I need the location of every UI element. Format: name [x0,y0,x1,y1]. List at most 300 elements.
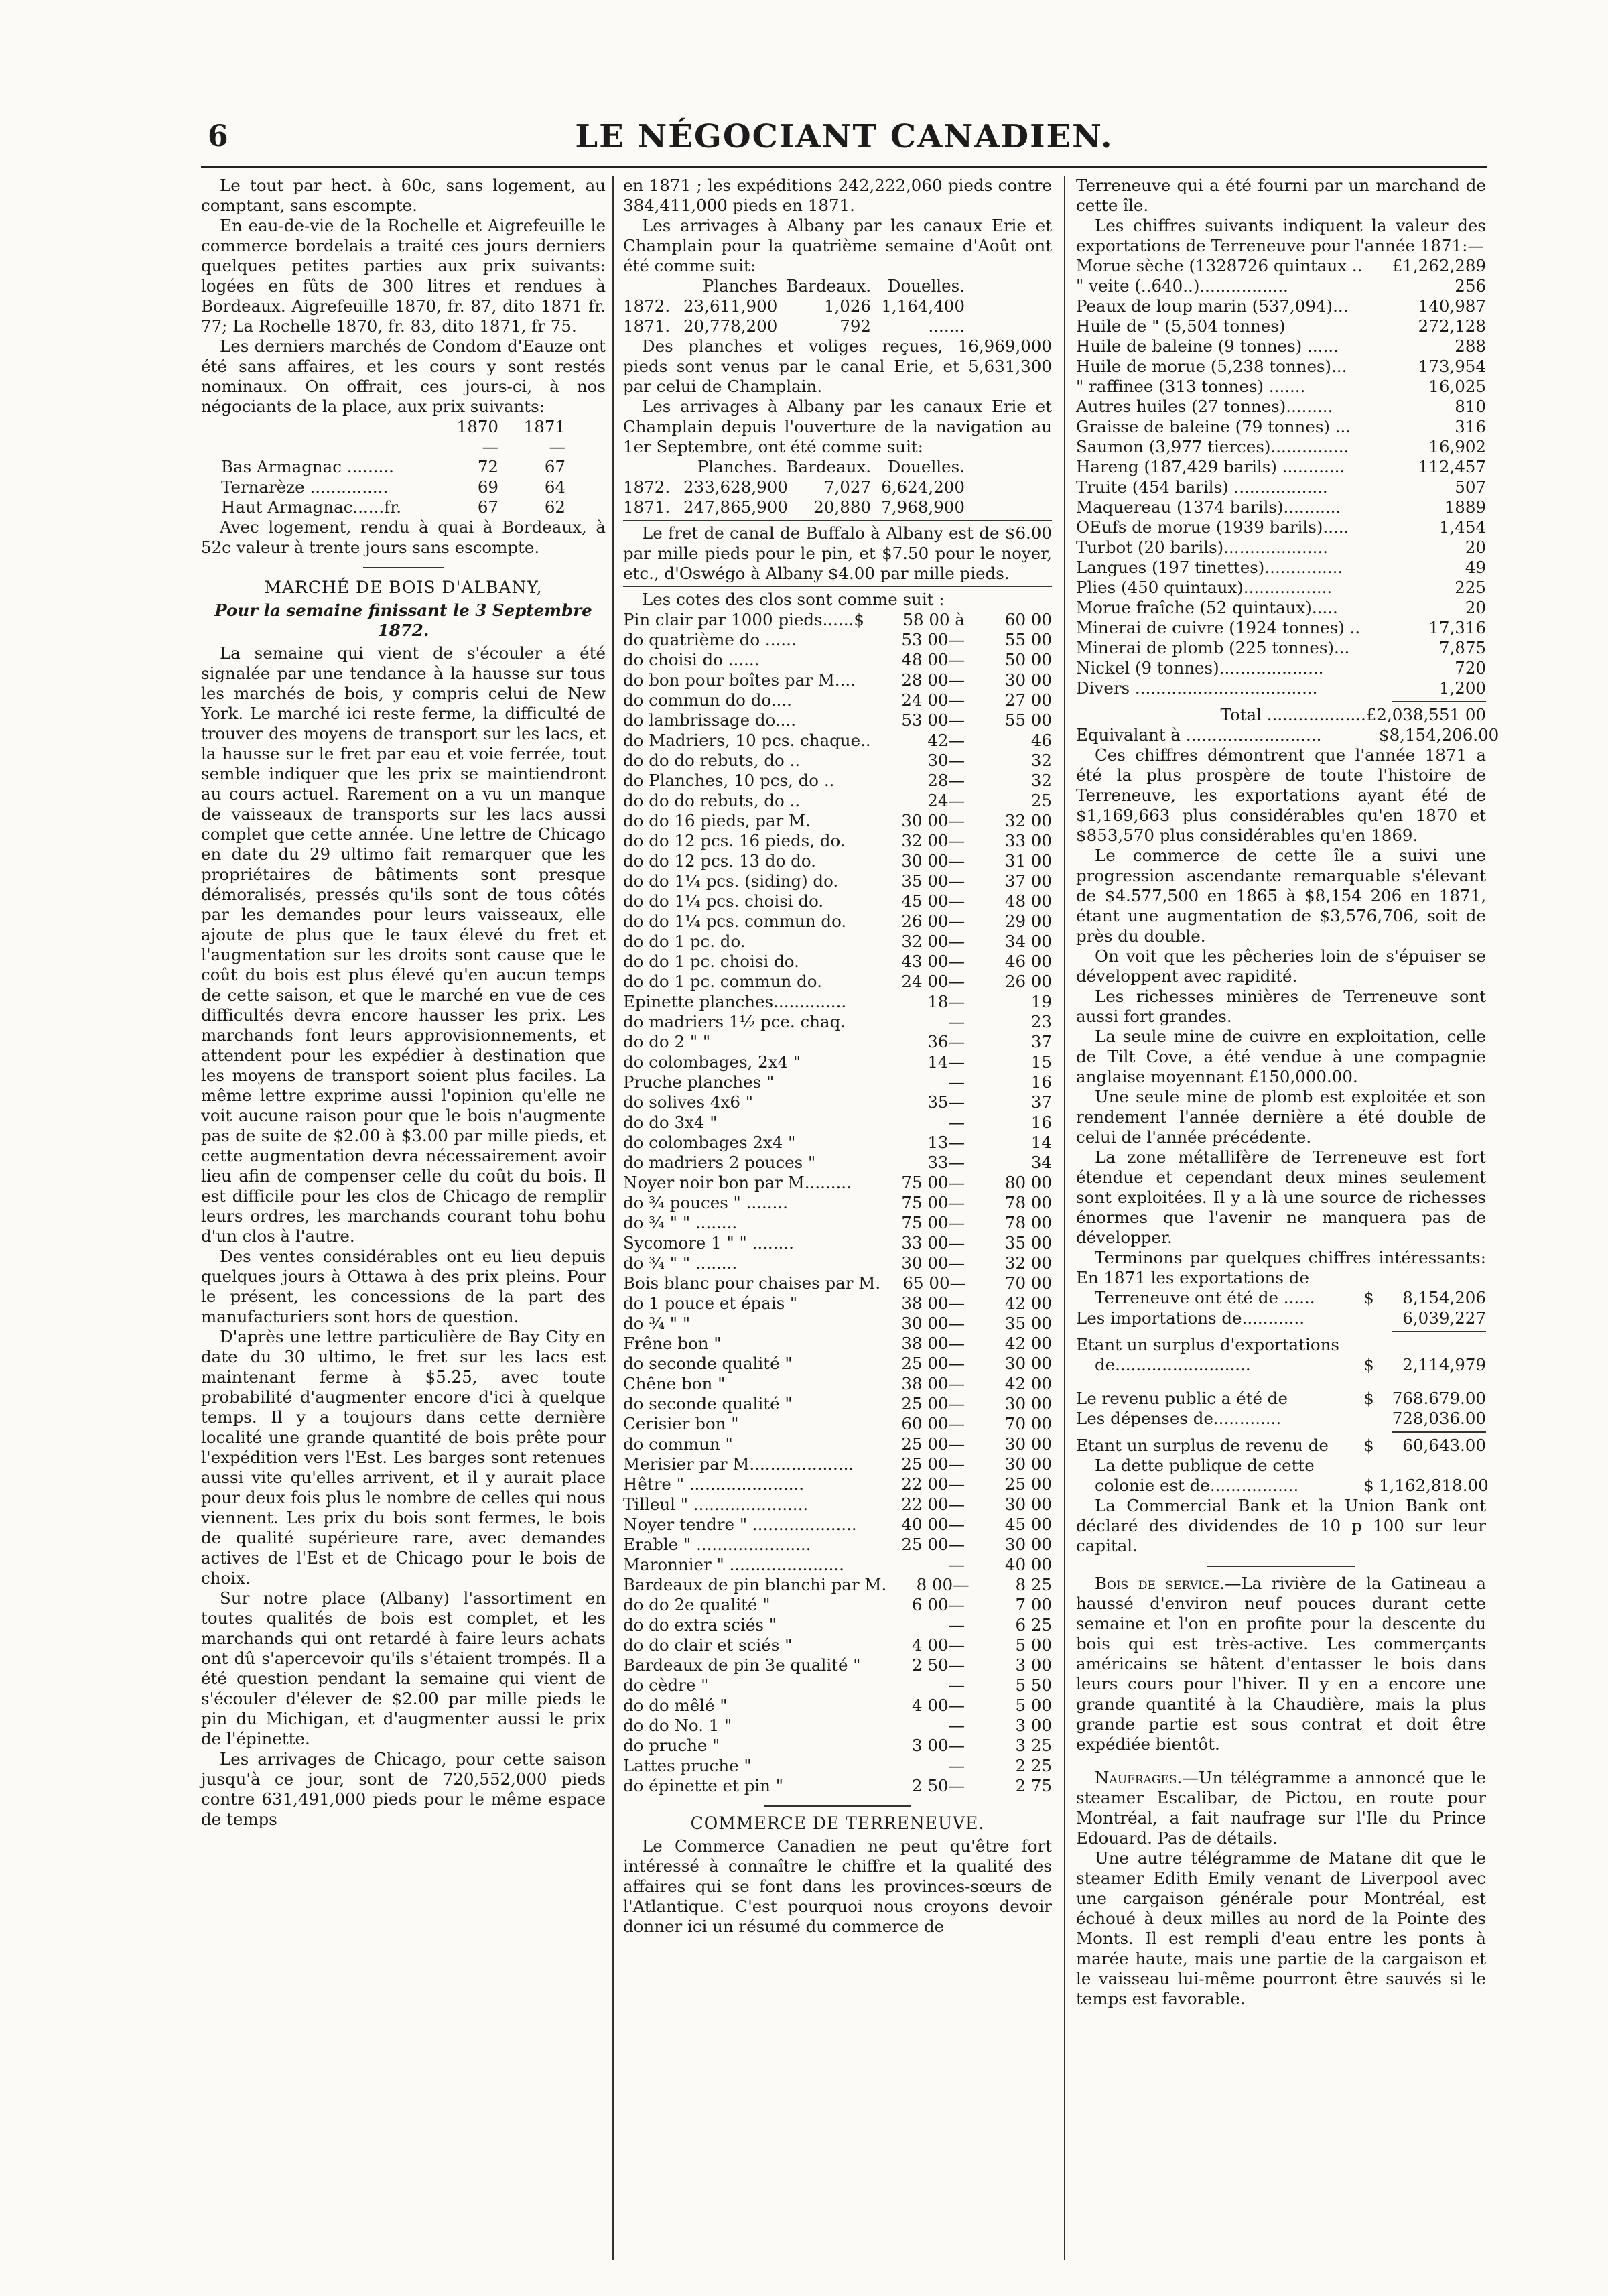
price-high: 35 00 [1004,1233,1052,1253]
price-low: 3 00— [911,1736,965,1755]
price-label: Maronnier " ...................... [623,1555,844,1574]
price-label: Noyer tendre " .................... [623,1515,857,1534]
price-high: 16 [1030,1072,1052,1092]
export-row [1076,618,1486,638]
price-row [623,1112,1052,1133]
price-label: Sycomore 1 " " ........ [623,1233,794,1253]
export-row [1076,537,1486,558]
price-label: do do clair et sciés " [623,1635,793,1655]
price-low: — [948,1012,965,1031]
price-row [623,1635,1052,1655]
price-label: Cerisier bon " [623,1414,739,1433]
price-low: 8 00— [916,1575,969,1594]
price-low: 22 00— [901,1494,965,1514]
price-low: 35 00— [901,871,965,891]
export-value: 7,875 [1438,638,1486,657]
paragraph: Bois de service.—La rivière de la Gatineau a haussé d'environ neuf pouces durant cette semaine et l'on en profite pour la descente du bois qui est très-active. Les commerçants américains se hâtent d'entasser le bois dans leurs cours pour l'hiver. Il y en a encore une grande quantité à la Chaudière, mais la plus grande partie est sous contrat et doit être expédiée bientôt. [1076,1574,1486,1754]
price-high: 46 00 [1004,952,1052,971]
price-row [623,1253,1052,1273]
price-row [623,1012,1052,1032]
export-row [1076,558,1486,578]
price-high: 37 00 [1004,871,1052,891]
price-label: do colombages 2x4 " [623,1133,796,1152]
price-row [623,972,1052,992]
price-label: do do 3x4 " [623,1112,718,1132]
price-high: 48 00 [1004,891,1052,911]
price-label: do épinette et pin " [623,1776,783,1795]
price-high: 40 00 [1004,1555,1052,1574]
price-low: — [948,1756,965,1775]
export-value: 507 [1455,477,1486,497]
export-label: Saumon (3,977 tierces)............... [1076,437,1349,456]
price-high: 26 00 [1004,972,1052,991]
exports-table [1076,256,1486,698]
price-row [623,690,1052,710]
price-low: 4 00— [911,1635,965,1655]
export-value: 1,454 [1438,517,1486,537]
figure-row: colonie est de................. $ 1,162,818.00 [1095,1476,1489,1495]
price-high: 32 00 [1004,1253,1052,1273]
paragraph: Des ventes considérables ont eu lieu depuis quelques jours à Ottawa à des prix pleins. Pour le présent, les concessions de la part des manufacturiers sont hors de question. [201,1247,606,1326]
price-label: Noyer noir bon par M......... [623,1173,852,1192]
price-high: 2 75 [1015,1776,1052,1795]
price-high: 30 00 [1004,1394,1052,1413]
paragraph: Ces chiffres démontrent que l'année 1871 a été la plus prospère de toute l'histoire de Terreneuve, les exportations ayant été de $1,169,663 plus considérables qu'en 1870 et $853,570 plus considérables qu'en 1869. [1076,745,1486,845]
price-label: do do extra sciés " [623,1615,777,1635]
price-label: do colombages, 2x4 " [623,1052,801,1072]
export-label: Maquereau (1374 barils)........... [1076,497,1341,517]
paragraph: Terminons par quelques chiffres intéressants: En 1871 les exportations de [1076,1248,1486,1287]
price-high: 78 00 [1004,1213,1052,1232]
price-high: 6 25 [1015,1615,1052,1635]
price-low: 75 00— [901,1173,965,1192]
paragraph: D'après une lettre particulière de Bay City en date du 30 ultimo, le fret sur les lacs est maintenant ferme à $5.25, avec toute probabilité d'augmenter encore d'ici à quelque temps. Il y a toujours dans cette dernière localité une grande quantité de bois prête pour l'expédition vers l'Est. Les barges sont retenues aussi vite qu'elles arrivent, et il y aurait place pour deux fois plus le nombre de celles qui nous viennent. Les prix du bois sont fermes, le bois de qualité supérieure rare, avec demandes actives de l'Est et de Chicago pour le bois de choix. [201,1327,606,1588]
price-label: do ¾ " " ........ [623,1253,738,1273]
figure-row: Le revenu public a été de $ 768.679.00 [1076,1389,1486,1408]
price-row [623,1515,1052,1535]
price-row [623,1716,1052,1736]
price-row [623,1394,1052,1414]
table-header: 1870 1871 [456,417,565,436]
price-high: 16 [1030,1112,1052,1132]
exports-total: Total ...................£2,038,551 00 [1220,705,1486,724]
price-label: do do 12 pcs. 13 do do. [623,851,816,871]
price-row [623,1334,1052,1354]
export-label: OEufs de morue (1939 barils)..... [1076,517,1349,537]
price-label: do do 2e qualité " [623,1595,770,1614]
lumber-price-list [623,610,1052,1796]
paragraph: En eau-de-vie de la Rochelle et Aigrefeuille le commerce bordelais a traité ces jours derniers quelques petites parties aux prix suivants: logées en fûts de 300 litres et rendues à Bordeaux. Aigrefeuille 1870, fr. 87, dito 1871 fr. 77; La Rochelle 1870, fr. 83, dito 1871, fr 75. [201,216,606,336]
price-low: 24 00— [901,690,965,710]
price-low: 24— [927,791,965,810]
price-row [623,1575,1052,1595]
table-row: Ternarèze ............... 69 64 [221,477,565,497]
price-row [623,1414,1052,1434]
price-label: do do 1 pc. do. [623,932,746,951]
export-row [1076,578,1486,598]
paragraph: Les cotes des clos sont comme suit : [642,590,945,609]
price-high: 29 00 [1004,911,1052,931]
price-label: do do 1¼ pcs. choisi do. [623,891,824,911]
table-row: 1871. 247,865,900 20,880 7,968,900 [623,497,965,517]
price-high: 8 25 [1015,1575,1052,1594]
price-high: 50 00 [1004,650,1052,669]
paragraph: Des planches et voliges reçues, 16,969,000 pieds sont venus par le canal Erie, et 5,631,300 par celui de Champlain. [623,336,1052,396]
column-divider [1064,176,1065,2260]
export-label: Huile de morue (5,238 tonnes)... [1076,357,1347,376]
running-head: LE NÉGOCIANT CANADIEN. [575,118,1114,155]
price-label: Tilleul " ...................... [623,1494,809,1514]
price-low: 75 00— [901,1193,965,1212]
price-low: 65 00— [902,1273,967,1293]
price-high: 42 00 [1004,1293,1052,1313]
price-row [623,1595,1052,1615]
figure-row: Les dépenses de............. 728,036.00 [1076,1409,1486,1428]
price-low: 25 00— [901,1394,965,1413]
paragraph: La seule mine de cuivre en exploitation, celle de Tilt Cove, a été vendue à une compagnie anglaise moyennant £150,000.00. [1076,1027,1486,1086]
price-high: 55 00 [1004,630,1052,649]
price-row [623,1776,1052,1796]
export-row [1076,638,1486,658]
price-row [623,932,1052,952]
figure-row: Etant un surplus de revenu de $ 60,643.00 [1076,1436,1486,1455]
price-row [623,751,1052,771]
price-label: do do 1¼ pcs. (siding) do. [623,871,839,891]
price-high: 70 00 [1004,1414,1052,1433]
price-row [623,1092,1052,1112]
export-label: Langues (197 tinettes)............... [1076,558,1343,577]
price-high: 33 00 [1004,831,1052,850]
price-label: do ¾ pouces " ........ [623,1193,788,1212]
price-low: 18— [927,992,965,1011]
export-value: 810 [1455,397,1486,416]
price-high: 78 00 [1004,1193,1052,1212]
export-value: 49 [1465,558,1486,577]
price-label: do lambrissage do.... [623,710,797,730]
price-high: 80 00 [1004,1173,1052,1192]
price-low: 53 00— [901,630,965,649]
total-rule [1392,701,1486,702]
price-row [623,1655,1052,1675]
price-low: 45 00— [901,891,965,911]
export-row [1076,377,1486,397]
price-row [623,992,1052,1012]
paragraph: La zone métallifère de Terreneuve est fort étendue et cependant deux mines seulement sont exploitées. Il y a là une source de richesses énormes que l'avenir ne manquera pas de développer. [1076,1147,1486,1247]
price-label: Pruche planches " [623,1072,775,1092]
price-low: 38 00— [901,1374,965,1393]
price-row [623,1756,1052,1776]
paragraph: Le fret de canal de Buffalo à Albany est de $6.00 par mille pieds pour le pin, et $7.50 pour le noyer, etc., d'Oswégo à Albany $4.00 par mille pieds. [623,523,1052,583]
price-label: do do 1 pc. choisi do. [623,952,799,971]
price-label: do bon pour boîtes par M.... [623,670,856,690]
price-row [623,1535,1052,1555]
export-row [1076,457,1486,477]
price-label: Hêtre " ...................... [623,1474,805,1494]
export-row [1076,517,1486,537]
price-high: 3 25 [1015,1736,1052,1755]
price-row [623,1454,1052,1474]
price-row [623,710,1052,730]
export-value: 173,954 [1418,357,1486,376]
lead-in: Naufrages. [1095,1768,1183,1787]
price-row [623,811,1052,831]
price-high: 31 00 [1004,851,1052,871]
price-high: 2 25 [1015,1756,1052,1775]
price-low: — [948,1112,965,1132]
export-value: 112,457 [1418,457,1486,476]
price-row [623,1173,1052,1193]
price-high: 30 00 [1004,1454,1052,1474]
export-value: 1,200 [1438,678,1486,698]
price-label: do do do rebuts, do .. [623,791,801,810]
price-row [623,1314,1052,1334]
price-low: 33— [927,1153,965,1172]
column-2 [623,176,1052,2260]
price-low: 53 00— [901,710,965,730]
price-low: 33 00— [901,1233,965,1253]
price-low: 30 00— [901,1314,965,1333]
export-label: Minerai de plomb (225 tonnes)... [1076,638,1350,657]
price-low: 38 00— [901,1293,965,1313]
price-label: do do 2 " " [623,1032,711,1051]
export-label: Plies (450 quintaux)................. [1076,578,1333,597]
figure-row: La dette publique de cette [1095,1456,1315,1475]
price-label: do seconde qualité " [623,1394,793,1413]
section-divider [363,567,444,568]
price-row [623,791,1052,811]
price-high: 19 [1030,992,1052,1011]
paragraph: La Commercial Bank et la Union Bank ont déclaré des dividendes de 10 p 100 sur leur capital. [1076,1496,1486,1555]
arrivals-table-week [623,276,1052,336]
page-number: 6 [208,119,228,153]
price-high: 23 [1030,1012,1052,1031]
export-label: Peaux de loup marin (537,094)... [1076,296,1349,316]
price-row [623,1374,1052,1394]
export-label: Turbot (20 barils).................... [1076,537,1328,557]
export-value: 256 [1455,276,1486,296]
column-1 [201,176,606,2260]
price-high: 5 50 [1015,1675,1052,1695]
export-value: £1,262,289 [1392,256,1486,275]
price-high: 46 [1030,730,1052,750]
price-label: do madriers 2 pouces " [623,1153,816,1172]
price-row [623,1354,1052,1374]
price-label: do Planches, 10 pcs, do .. [623,771,835,790]
price-row [623,610,1052,630]
price-label: do commun " [623,1434,733,1454]
paragraph: La semaine qui vient de s'écouler a été signalée par une tendance à la hausse sur tous les marchés de bois, y compris celui de New York. Le marché ici reste ferme, la difficulté de trouver des moyens de transport sur les lacs, et la hausse sur le fret par eau et voie ferrée, tout semble indiquer que les prix se maintiendront au cours actuel. Rarement on a vu un manque de vaisseaux de transports sur les lacs aussi complet que cette année. Une lettre de Chicago en date du 29 ultimo fait remarquer que les propriétaires de bâtiments sont presque démoralisés, pressés qu'ils sont de tous côtés par les demandes pour leurs vaisseaux, elle ajoute de plus que le taux élevé du fret et l'augmentation sur les droits sont cause que le coût du bois est plus élevé qu'en aucun temps de cette saison, et que le marché en vue de ces difficultés devra encore hausser les prix. Les marchands font leurs approvisionnements, et attendent pour les expédier à destination que les moyens de transport soient plus faciles. La même lettre exprime aussi l'opinion qu'elle ne voit aucune raison pour que le bois n'augmente pas de suite de $2.00 à $3.00 par mille pieds, et cette augmentation devra nécessairement avoir lieu afin de compenser celle du coût du bois. Il est difficile pour les clos de Chicago de remplir leurs ordres, les marchands courant tohu bohu d'un clos à l'autre. [201,643,606,1246]
price-low: — [948,1716,965,1735]
price-low: 36— [927,1032,965,1051]
price-row [623,1052,1052,1072]
price-high: 3 00 [1015,1655,1052,1675]
export-value: 1889 [1444,497,1486,517]
table-rule [623,520,1052,521]
arrivals-table-season [623,457,1052,517]
price-low: 58 00 à [902,610,965,629]
price-label: do 1 pouce et épais " [623,1293,798,1313]
price-high: 34 [1030,1153,1052,1172]
paragraph: Les arrivages à Albany par les canaux Erie et Champlain pour la quatrième semaine d'Août ont été comme suit: [623,216,1052,275]
price-label: Lattes pruche " [623,1756,752,1775]
price-row [623,1072,1052,1092]
price-high: 32 [1030,771,1052,790]
section-subheading: Pour la semaine finissant le 3 Septembre 1872. [214,600,592,640]
export-row [1076,296,1486,316]
export-label: Huile de baleine (9 tonnes) ...... [1076,336,1339,356]
table-row: 1871. 20,778,200 792 ....... [623,316,965,336]
price-row [623,891,1052,911]
price-high: 15 [1030,1052,1052,1072]
price-low: 4 00— [911,1696,965,1715]
export-value: 20 [1465,537,1486,557]
price-low: — [948,1615,965,1635]
price-high: 45 00 [1004,1515,1052,1534]
paragraph: Avec logement, rendu à quai à Bordeaux, à 52c valeur à trente jours sans escompte. [201,517,606,557]
price-low: 28 00— [901,670,965,690]
price-label: Bardeaux de pin 3e qualité " [623,1655,861,1675]
price-label: do ¾ " " [623,1314,691,1333]
price-label: do pruche " [623,1736,720,1755]
paragraph: Les derniers marchés de Condom d'Eauze ont été sans affaires, et les cours y sont restés nominaux. On offrait, ces jours-ci, à nos négociants de la place, aux prix suivants: [201,336,606,416]
price-low: 60 00— [901,1414,965,1433]
price-high: 25 [1030,791,1052,810]
price-row [623,730,1052,751]
price-high: 30 00 [1004,1434,1052,1454]
lead-in: Bois de service. [1095,1574,1225,1593]
export-row [1076,397,1486,417]
spacer [1076,1375,1486,1389]
export-value: 140,987 [1418,296,1486,316]
price-row [623,1696,1052,1716]
table-row: 1872. 233,628,900 7,027 6,624,200 [623,477,965,497]
price-low: 14— [927,1052,965,1072]
section-heading: COMMERCE DE TERRENEUVE. [690,1813,985,1833]
price-low: 38 00— [901,1334,965,1353]
price-high: 30 00 [1004,670,1052,690]
export-row [1076,336,1486,357]
price-high: 35 00 [1004,1314,1052,1333]
price-low: 2 50— [911,1776,965,1795]
figure-row: Les importations de............ 6,039,227 [1076,1308,1486,1328]
paragraph: Naufrages.—Un télégramme a annoncé que le steamer Escalibar, de Pictou, en route pour Montréal, a fait naufrage sur l'Ile du Prince Edouard. Pas de détails. [1076,1768,1486,1848]
price-label: Bois blanc pour chaises par M. [623,1273,881,1293]
table-header: Planches Bardeaux. Douelles. [702,276,965,296]
price-low: 26 00— [901,911,965,931]
export-row [1076,256,1486,276]
spacer [1076,1755,1486,1768]
price-high: 70 00 [1004,1273,1052,1293]
price-low: 24 00— [901,972,965,991]
price-low: — [948,1555,965,1574]
price-row [623,1675,1052,1696]
export-row [1076,437,1486,457]
paragraph: Terreneuve qui a été fourni par un marchand de cette île. [1076,176,1486,215]
export-label: " raffinee (313 tonnes) ....... [1076,377,1306,396]
export-value: 720 [1455,658,1486,678]
price-low: 32 00— [901,932,965,951]
price-low: — [948,1072,965,1092]
price-row [623,911,1052,932]
figure-rule [1392,1431,1486,1433]
paragraph: Le commerce de cette île a suivi une progression ascendante remarquable s'élevant de $4.577,500 en 1865 à $8,154 206 en 1871, étant une augmentation de $3,576,706, soit de près du double. [1076,846,1486,946]
price-label: Chêne bon " [623,1374,726,1393]
export-label: Graisse de baleine (79 tonnes) ... [1076,417,1351,436]
paragraph: Une autre télégramme de Matane dit que le steamer Edith Emily venant de Liverpool avec une cargaison générale pour Montréal, est échoué à deux milles au nord de la Pointe des Monts. Il est rempli d'eau entre les ponts à marée haute, mais une partie de la cargaison et le vaisseau lui-même pourront être sauvés si le temps est favorable. [1076,1848,1486,2008]
column-3 [1076,176,1499,2260]
price-row [623,1133,1052,1153]
exports-equivalent: Equivalant à .......................... $8,154,206.00 [1076,725,1499,745]
price-high: 32 00 [1004,811,1052,830]
price-low: 25 00— [901,1434,965,1454]
price-low: — [948,1675,965,1695]
export-value: 17,316 [1428,618,1486,637]
price-low: 2 50— [911,1655,965,1675]
price-low: 35— [927,1092,965,1112]
export-label: Nickel (9 tonnes).................... [1076,658,1324,678]
price-high: 42 00 [1004,1334,1052,1353]
price-label: do commun do do.... [623,690,792,710]
export-value: 20 [1465,598,1486,617]
price-label: do do No. 1 " [623,1716,732,1735]
paragraph: Le tout par hect. à 60c, sans logement, au comptant, sans escompte. [201,176,606,215]
export-row [1076,497,1486,517]
price-high: 55 00 [1004,710,1052,730]
table-rule [623,586,1052,587]
price-high: 37 [1030,1032,1052,1051]
table-row: Haut Armagnac......fr. 67 62 [221,497,565,517]
export-label: Morue sèche (1328726 quintaux .. [1076,256,1363,275]
paragraph: Les richesses minières de Terreneuve sont aussi fort grandes. [1076,986,1486,1026]
section-divider [764,1805,911,1807]
price-label: do seconde qualité " [623,1354,793,1373]
export-row [1076,316,1486,336]
price-row [623,831,1052,851]
export-row [1076,477,1486,497]
price-low: 6 00— [911,1595,965,1614]
export-row [1076,417,1486,437]
export-row [1076,598,1486,618]
export-label: Autres huiles (27 tonnes)......... [1076,397,1333,416]
price-high: 27 00 [1004,690,1052,710]
price-label: Pin clair par 1000 pieds......$ [623,610,864,629]
export-row [1076,678,1486,698]
price-low: 48 00— [901,650,965,669]
price-label: do madriers 1½ pce. chaq. [623,1012,846,1031]
figure-rule [1392,1331,1486,1332]
figure-row: de.......................... $ 2,114,979 [1095,1355,1486,1375]
paragraph: On voit que les pêcheries loin de s'épuiser se développent avec rapidité. [1076,946,1486,986]
export-row [1076,658,1486,678]
price-high: 30 00 [1004,1354,1052,1373]
price-low: 30 00— [901,1253,965,1273]
export-label: Truite (454 barils) .................. [1076,477,1328,497]
price-row [623,1474,1052,1494]
export-label: " veite (..640..)................. [1076,276,1288,296]
price-row [623,871,1052,891]
section-divider [1207,1566,1355,1567]
price-row [623,1213,1052,1233]
price-label: do choisi do ...... [623,650,760,669]
price-low: 30— [927,751,965,770]
price-label: do do 1¼ pcs. commun do. [623,911,847,931]
price-row [623,1153,1052,1173]
paragraph: Les arrivages à Albany par les canaux Erie et Champlain depuis l'ouverture de la navigation au 1er Septembre, ont été comme suit: [623,397,1052,456]
price-high: 30 00 [1004,1535,1052,1554]
export-value: 272,128 [1418,316,1486,336]
paragraph: Le Commerce Canadien ne peut qu'être fort intéressé à connaître le chiffre et la qualité des affaires qui se font dans les provinces-sœurs de l'Atlantique. C'est pourquoi nous croyons devoir donner ici un résumé du commerce de [623,1836,1052,1936]
price-high: 34 00 [1004,932,1052,951]
